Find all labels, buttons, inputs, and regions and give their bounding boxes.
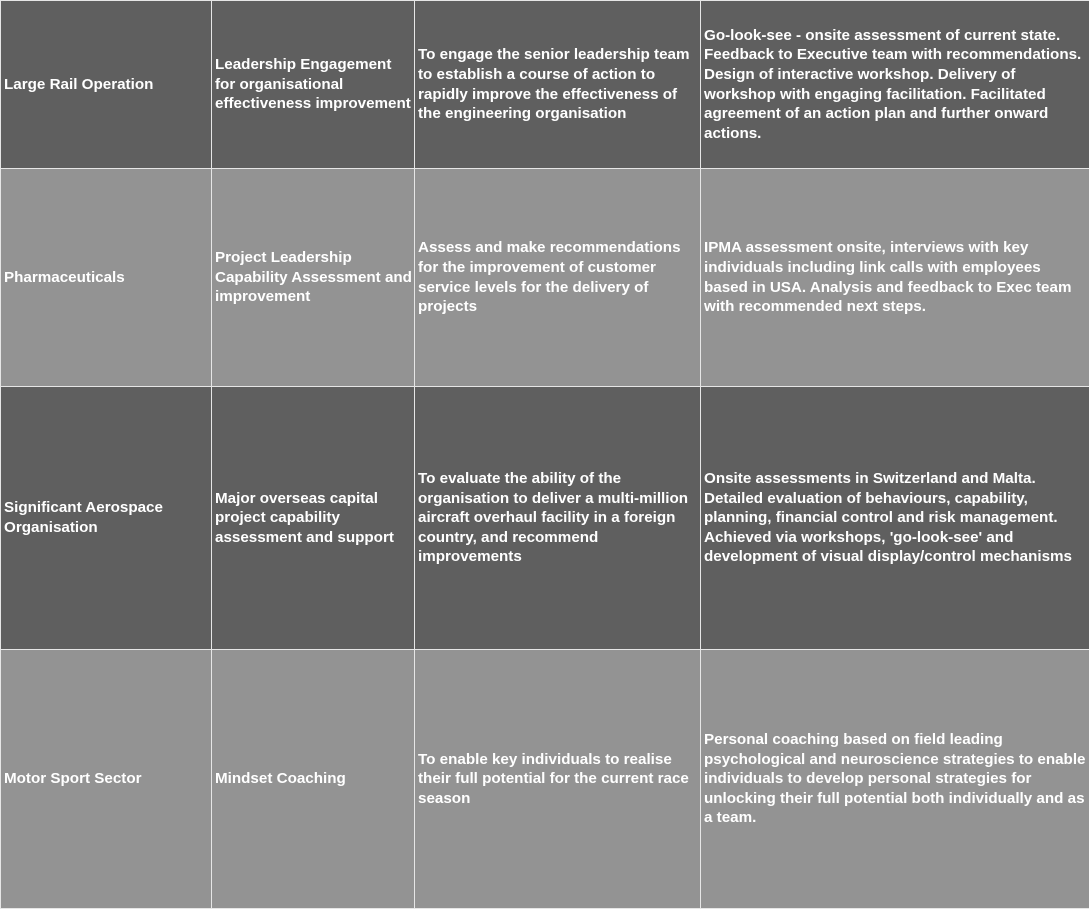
sector-cell: Motor Sport Sector [1, 650, 212, 909]
approach-cell: Onsite assessments in Switzerland and Malta. Detailed evaluation of behaviours, capability, planning, financial control and risk management. Achieved via workshops, 'go-look-see' and development of visual display/control mechanisms [701, 387, 1089, 650]
objective-cell: To evaluate the ability of the organisation to deliver a multi-million aircraft overhaul facility in a foreign country, and recommend improvements [415, 387, 701, 650]
sector-cell: Large Rail Operation [1, 1, 212, 169]
objective-cell: To engage the senior leadership team to establish a course of action to rapidly improve the effectiveness of the engineering organisation [415, 1, 701, 169]
approach-cell: Go-look-see - onsite assessment of current state. Feedback to Executive team with recommendations. Design of interactive workshop. Delivery of workshop with engaging facilitation. Facilitated agreement of an action plan and further onward actions. [701, 1, 1089, 169]
objective-cell: To enable key individuals to realise their full potential for the current race season [415, 650, 701, 909]
table-row [1, 650, 1089, 909]
table-row [1, 1, 1089, 169]
project-cell: Major overseas capital project capability assessment and support [212, 387, 415, 650]
project-cell: Project Leadership Capability Assessment and improvement [212, 169, 415, 387]
project-cell: Leadership Engagement for organisational effectiveness improvement [212, 1, 415, 169]
project-cell: Mindset Coaching [212, 650, 415, 909]
table-row [1, 169, 1089, 387]
sector-cell: Significant Aerospace Organisation [1, 387, 212, 650]
objective-cell: Assess and make recommendations for the improvement of customer service levels for the delivery of projects [415, 169, 701, 387]
sector-cell: Pharmaceuticals [1, 169, 212, 387]
approach-cell: IPMA assessment onsite, interviews with key individuals including link calls with employees based in USA. Analysis and feedback to Exec team with recommended next steps. [701, 169, 1089, 387]
approach-cell: Personal coaching based on field leading psychological and neuroscience strategies to enable individuals to develop personal strategies for unlocking their full potential both individually and as a team. [701, 650, 1089, 909]
table-row [1, 387, 1089, 650]
